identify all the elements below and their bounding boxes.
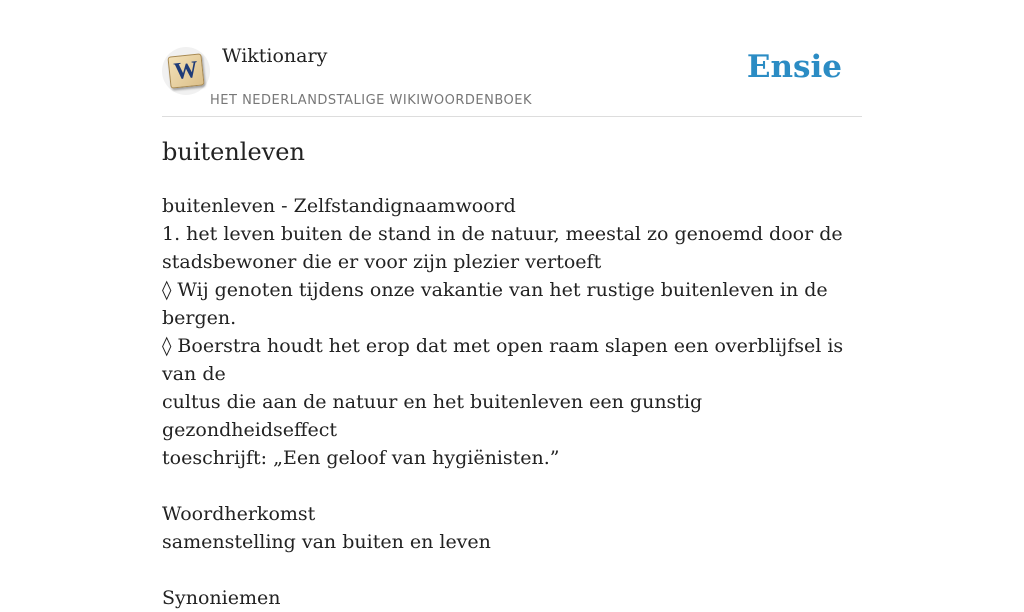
content-column xyxy=(162,0,862,609)
wiktionary-logo[interactable] xyxy=(162,47,210,95)
part-of-speech-heading: buitenleven - Zelfstandignaamwoord xyxy=(162,195,516,217)
definition-line-1: 1. het leven buiten de stand in de natuur, meestal zo genoemd door de xyxy=(162,223,843,245)
site-tagline: HET NEDERLANDSTALIGE WIKIWOORDENBOEK xyxy=(210,93,533,108)
ensie-brand-link[interactable]: Ensie xyxy=(746,49,842,85)
etymology-heading: Woordherkomst xyxy=(162,503,316,525)
entry-title: buitenleven xyxy=(162,138,305,166)
spacer xyxy=(162,472,852,500)
etymology-text: samenstelling van buiten en leven xyxy=(162,531,491,553)
definition-line-2: stadsbewoner die er voor zijn plezier vertoeft xyxy=(162,251,602,273)
synonyms-heading: Synoniemen xyxy=(162,587,281,609)
example-2-line-3: toeschrijft: „Een geloof van hygiënisten.” xyxy=(162,447,560,469)
wiktionary-logo-icon xyxy=(167,53,204,88)
site-header xyxy=(162,0,862,117)
example-1: ◊ Wij genoten tijdens onze vakantie van het rustige buitenleven in de bergen. xyxy=(162,279,828,329)
example-2-line-2: cultus die aan de natuur en het buitenleven een gunstig gezondheidseffect xyxy=(162,391,703,441)
spacer xyxy=(162,556,852,584)
example-2-line-1: ◊ Boerstra houdt het erop dat met open raam slapen een overblijfsel is van de xyxy=(162,335,844,385)
logo-letter: W xyxy=(172,56,200,85)
site-name[interactable]: Wiktionary xyxy=(222,45,328,67)
entry-body xyxy=(162,192,852,612)
